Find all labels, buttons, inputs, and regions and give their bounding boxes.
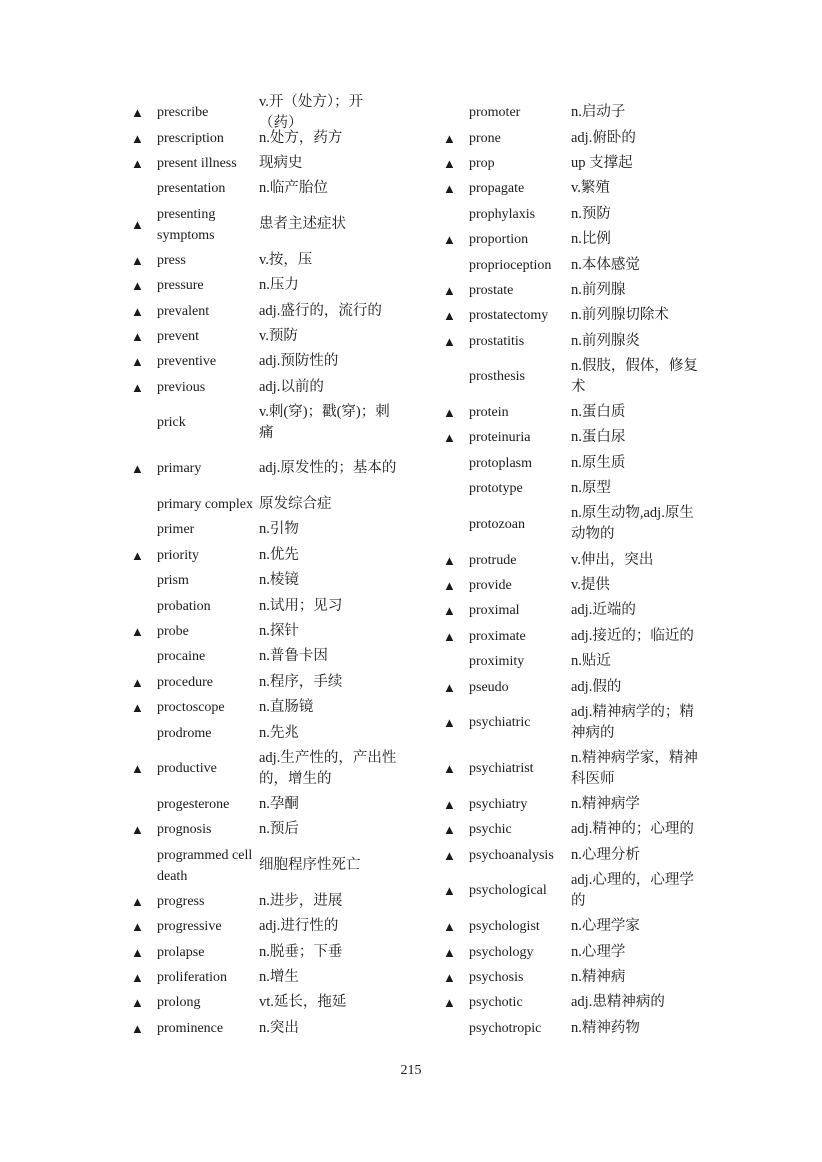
glossary-term: procedure <box>157 674 213 690</box>
triangle-marker-icon: ▲ <box>443 883 456 899</box>
glossary-entry <box>128 151 398 176</box>
glossary-term: prism <box>157 573 189 589</box>
triangle-marker-icon: ▲ <box>131 328 144 344</box>
glossary-term: procaine <box>157 649 206 665</box>
triangle-marker-icon: ▲ <box>131 700 144 716</box>
glossary-entry <box>128 914 398 939</box>
glossary-term: provide <box>469 578 512 594</box>
triangle-marker-icon: ▲ <box>443 308 456 324</box>
glossary-term: prosthesis <box>469 369 525 385</box>
glossary-definition: n.棱镜 <box>259 572 299 589</box>
glossary-term: prone <box>469 130 501 146</box>
glossary-term: preventive <box>157 354 217 370</box>
glossary-term: protoplasm <box>469 455 532 471</box>
glossary-term: previous <box>157 379 206 395</box>
glossary-entry <box>440 176 710 201</box>
glossary-entry <box>128 273 398 298</box>
glossary-term: psychoanalysis <box>469 847 554 863</box>
glossary-definition: n.引物 <box>259 521 299 538</box>
glossary-term: prevalent <box>157 303 210 319</box>
glossary-definition: n.直肠镜 <box>259 699 314 716</box>
glossary-definition: adj.精神的；心理的 <box>571 821 694 838</box>
glossary-term: psychosis <box>469 969 524 985</box>
glossary-definition: n.处方，药方 <box>259 129 343 146</box>
glossary-definition: n.预后 <box>259 821 299 838</box>
triangle-marker-icon: ▲ <box>443 761 456 777</box>
glossary-definition: n.普鲁卡因 <box>259 648 328 665</box>
glossary-term: proctoscope <box>157 700 225 716</box>
glossary-definition: n.贴近 <box>571 653 611 670</box>
glossary-entry <box>440 939 710 964</box>
triangle-marker-icon: ▲ <box>443 232 456 248</box>
triangle-marker-icon: ▲ <box>443 919 456 935</box>
triangle-marker-icon: ▲ <box>443 847 456 863</box>
triangle-marker-icon: ▲ <box>443 430 456 446</box>
glossary-definition: adj.近端的 <box>571 602 636 619</box>
glossary-term: psychological <box>469 883 547 899</box>
glossary-entry <box>440 1016 710 1041</box>
triangle-marker-icon: ▲ <box>131 919 144 935</box>
glossary-definition: n.前列腺炎 <box>571 332 640 349</box>
triangle-marker-icon: ▲ <box>443 715 456 731</box>
glossary-entry <box>128 492 398 517</box>
glossary-definition: n.试用；见习 <box>259 597 343 614</box>
glossary-term: protein <box>469 405 509 421</box>
glossary-definition: 患者主述症状 <box>259 216 346 233</box>
triangle-marker-icon: ▲ <box>131 547 144 563</box>
triangle-marker-icon: ▲ <box>131 105 144 121</box>
glossary-entry <box>128 349 398 374</box>
glossary-definition: n.程序，手续 <box>259 673 343 690</box>
triangle-marker-icon: ▲ <box>131 303 144 319</box>
triangle-marker-icon: ▲ <box>443 155 456 171</box>
glossary-term: prostatitis <box>469 333 525 349</box>
glossary-entry <box>128 324 398 349</box>
triangle-marker-icon: ▲ <box>131 995 144 1011</box>
glossary-term: presentation <box>157 181 226 197</box>
glossary-term: pseudo <box>469 679 509 695</box>
glossary-entry <box>128 644 398 669</box>
glossary-term: proportion <box>469 232 529 248</box>
triangle-marker-icon: ▲ <box>443 944 456 960</box>
glossary-entry <box>128 746 398 792</box>
triangle-marker-icon: ▲ <box>443 578 456 594</box>
triangle-marker-icon: ▲ <box>443 552 456 568</box>
glossary-entry <box>440 573 710 598</box>
glossary-entry <box>440 451 710 476</box>
glossary-definition: n.脱垂；下垂 <box>259 943 343 960</box>
glossary-term: proximate <box>469 628 526 644</box>
glossary-definition: up 支撑起 <box>571 154 633 171</box>
glossary-term: progress <box>157 893 205 909</box>
glossary-entry <box>440 598 710 623</box>
glossary-definition: n.压力 <box>259 277 299 294</box>
glossary-right-column <box>440 100 710 1041</box>
glossary-term: primary complex <box>157 497 254 513</box>
glossary-term: prescribe <box>157 105 209 121</box>
glossary-term: productive <box>157 761 217 777</box>
glossary-definition: n.假肢，假体，修复术 <box>571 357 698 395</box>
glossary-term: progressive <box>157 919 222 935</box>
triangle-marker-icon: ▲ <box>443 628 456 644</box>
glossary-entry <box>440 868 710 914</box>
glossary-entry <box>128 446 398 492</box>
triangle-marker-icon: ▲ <box>131 822 144 838</box>
glossary-definition: v.按，压 <box>259 251 313 268</box>
glossary-entry <box>440 202 710 227</box>
glossary-definition: n.前列腺切除术 <box>571 307 669 324</box>
glossary-entry <box>440 817 710 842</box>
glossary-definition: 细胞程序性死亡 <box>259 857 361 874</box>
glossary-term: prototype <box>469 481 523 497</box>
glossary-definition: n.本体感觉 <box>571 256 640 273</box>
glossary-definition: n.孕酮 <box>259 796 299 812</box>
glossary-definition: v.开（处方）；开（药） <box>259 93 364 131</box>
glossary-entry <box>128 375 398 400</box>
glossary-entry <box>128 568 398 593</box>
glossary-term: pressure <box>157 278 204 294</box>
glossary-entry <box>440 843 710 868</box>
glossary-term: prodrome <box>157 725 212 741</box>
page-number: 215 <box>400 1063 422 1078</box>
glossary-entry <box>128 543 398 568</box>
glossary-term: programmed cell death <box>157 847 253 884</box>
triangle-marker-icon: ▲ <box>443 969 456 985</box>
triangle-marker-icon: ▲ <box>131 761 144 777</box>
glossary-left-column <box>128 93 398 1041</box>
glossary-definition: n.先兆 <box>259 724 299 741</box>
triangle-marker-icon: ▲ <box>443 679 456 695</box>
glossary-definition: n.精神药物 <box>571 1019 640 1036</box>
glossary-entry <box>440 649 710 674</box>
glossary-definition: n.优先 <box>259 546 299 563</box>
glossary-entry <box>128 517 398 542</box>
glossary-term: proximity <box>469 654 525 670</box>
glossary-definition: n.原型 <box>571 480 611 497</box>
glossary-definition: adj.俯卧的 <box>571 129 636 146</box>
glossary-definition: adj.盛行的，流行的 <box>259 302 382 319</box>
glossary-term: psychiatry <box>469 797 528 812</box>
glossary-term: prognosis <box>157 822 212 838</box>
glossary-entry <box>128 619 398 644</box>
glossary-definition: n.预防 <box>571 205 611 222</box>
glossary-term: progesterone <box>157 797 230 812</box>
glossary-term: present illness <box>157 155 237 171</box>
glossary-entry <box>128 298 398 323</box>
triangle-marker-icon: ▲ <box>443 797 456 812</box>
glossary-definition: adj.进行性的 <box>259 918 339 935</box>
glossary-term: prescription <box>157 130 224 146</box>
glossary-definition: n.临产胎位 <box>259 180 328 197</box>
glossary-entry <box>440 990 710 1015</box>
glossary-term: prolapse <box>157 944 205 960</box>
triangle-marker-icon: ▲ <box>443 405 456 421</box>
glossary-term: prominence <box>157 1020 224 1036</box>
glossary-entry <box>440 746 710 792</box>
triangle-marker-icon: ▲ <box>131 624 144 640</box>
glossary-term: psychotic <box>469 995 523 1011</box>
glossary-term: prop <box>469 155 495 171</box>
glossary-term: psychologist <box>469 919 540 935</box>
glossary-term: propagate <box>469 181 525 197</box>
glossary-entry <box>128 670 398 695</box>
glossary-entry <box>128 400 398 446</box>
glossary-term: proteinuria <box>469 430 531 446</box>
glossary-definition: adj.接近的；临近的 <box>571 627 694 644</box>
glossary-entry <box>128 248 398 273</box>
glossary-entry <box>128 792 398 817</box>
glossary-definition: adj.患精神病的 <box>571 994 665 1011</box>
glossary-entry <box>440 278 710 303</box>
glossary-entry <box>128 176 398 201</box>
glossary-definition: n.蛋白尿 <box>571 429 626 446</box>
glossary-entry <box>440 400 710 425</box>
glossary-definition: v.伸出，突出 <box>571 551 654 568</box>
glossary-term: protozoan <box>469 516 525 532</box>
glossary-definition: n.精神病学家，精神科医师 <box>571 749 698 787</box>
glossary-entry <box>128 1016 398 1041</box>
glossary-definition: n.原生动物,adj.原生动物的 <box>571 505 694 543</box>
glossary-term: psychic <box>469 822 512 838</box>
glossary-entry <box>440 674 710 699</box>
triangle-marker-icon: ▲ <box>131 278 144 294</box>
glossary-entry <box>440 125 710 150</box>
glossary-term: probe <box>157 624 189 640</box>
glossary-entry <box>440 914 710 939</box>
glossary-term: prophylaxis <box>469 206 536 222</box>
glossary-entry <box>128 889 398 914</box>
glossary-definition: adj.原发性的；基本的 <box>259 460 397 477</box>
glossary-definition: v.繁殖 <box>571 180 610 197</box>
glossary-definition: n.探针 <box>259 623 299 640</box>
glossary-definition: adj.假的 <box>571 678 622 695</box>
triangle-marker-icon: ▲ <box>131 354 144 370</box>
glossary-definition: n.心理学 <box>571 943 626 960</box>
glossary-term: proximal <box>469 603 520 619</box>
glossary-term: prostatectomy <box>469 308 549 324</box>
triangle-marker-icon: ▲ <box>131 461 144 477</box>
glossary-entry <box>128 93 398 131</box>
glossary-definition: n.原生质 <box>571 454 626 471</box>
glossary-definition: v.提供 <box>571 577 610 594</box>
glossary-term: primer <box>157 522 195 538</box>
glossary-entry <box>128 593 398 618</box>
glossary-term: promoter <box>469 105 521 121</box>
glossary-definition: adj.心理的，心理学的 <box>571 871 694 909</box>
glossary-definition: vt.延长，拖延 <box>259 994 347 1011</box>
glossary-entry <box>440 965 710 990</box>
triangle-marker-icon: ▲ <box>131 674 144 690</box>
glossary-definition: adj.以前的 <box>259 378 324 395</box>
glossary-definition: n.精神病 <box>571 968 626 985</box>
glossary-definition: adj.精神病学的；精神病的 <box>571 703 694 741</box>
glossary-entry <box>440 227 710 252</box>
glossary-entry <box>440 700 710 746</box>
glossary-entry <box>128 202 398 248</box>
glossary-term: primary <box>157 461 202 477</box>
triangle-marker-icon: ▲ <box>443 333 456 349</box>
glossary-definition: n.蛋白质 <box>571 404 626 421</box>
triangle-marker-icon: ▲ <box>131 217 144 233</box>
glossary-term: prevent <box>157 328 199 344</box>
glossary-entry <box>128 965 398 990</box>
glossary-entry <box>440 303 710 328</box>
glossary-entry <box>440 624 710 649</box>
glossary-term: psychiatric <box>469 715 531 731</box>
glossary-definition: n.心理学家 <box>571 918 640 935</box>
glossary-term: prostate <box>469 282 514 298</box>
triangle-marker-icon: ▲ <box>443 822 456 838</box>
glossary-definition: n.增生 <box>259 968 299 985</box>
triangle-marker-icon: ▲ <box>131 155 144 171</box>
glossary-definition: v.刺(穿)；戳(穿)；刺痛 <box>259 403 390 441</box>
triangle-marker-icon: ▲ <box>131 130 144 146</box>
triangle-marker-icon: ▲ <box>131 969 144 985</box>
triangle-marker-icon: ▲ <box>131 252 144 268</box>
triangle-marker-icon: ▲ <box>443 603 456 619</box>
glossary-definition: v.预防 <box>259 327 298 344</box>
triangle-marker-icon: ▲ <box>443 995 456 1011</box>
triangle-marker-icon: ▲ <box>443 130 456 146</box>
glossary-term: priority <box>157 547 199 563</box>
triangle-marker-icon: ▲ <box>131 944 144 960</box>
glossary-entry <box>440 252 710 277</box>
glossary-entry <box>440 476 710 501</box>
glossary-term: presenting symptoms <box>157 206 216 243</box>
glossary-entry <box>128 720 398 745</box>
glossary-term: protrude <box>469 552 517 568</box>
glossary-entry <box>128 125 398 150</box>
glossary-definition: n.突出 <box>259 1019 299 1036</box>
triangle-marker-icon: ▲ <box>131 893 144 909</box>
glossary-definition: adj.预防性的 <box>259 353 339 370</box>
triangle-marker-icon: ▲ <box>443 181 456 197</box>
glossary-term: proliferation <box>157 969 227 985</box>
glossary-definition: n.进步，进展 <box>259 892 343 909</box>
glossary-entry <box>440 329 710 354</box>
glossary-definition: n.比例 <box>571 231 611 248</box>
glossary-entry <box>128 843 398 889</box>
glossary-definition: n.启动子 <box>571 104 626 121</box>
glossary-definition: n.精神病学 <box>571 796 640 812</box>
glossary-entry <box>440 547 710 572</box>
glossary-definition: 原发综合症 <box>259 496 332 513</box>
glossary-entry <box>440 501 710 547</box>
triangle-marker-icon: ▲ <box>131 1020 144 1036</box>
triangle-marker-icon: ▲ <box>443 282 456 298</box>
glossary-entry <box>440 100 710 125</box>
glossary-entry <box>440 425 710 450</box>
glossary-term: prolong <box>157 995 201 1011</box>
glossary-entry <box>128 990 398 1015</box>
glossary-term: probation <box>157 598 211 614</box>
glossary-entry <box>128 939 398 964</box>
glossary-entry <box>440 792 710 817</box>
glossary-term: press <box>157 252 186 268</box>
glossary-term: psychotropic <box>469 1020 542 1036</box>
glossary-entry <box>440 354 710 400</box>
glossary-term: psychiatrist <box>469 761 534 777</box>
glossary-term: psychology <box>469 944 534 960</box>
glossary-entry <box>128 817 398 842</box>
glossary-definition: adj.生产性的，产出性的，增生的 <box>259 749 397 787</box>
glossary-term: prick <box>157 415 186 431</box>
glossary-definition: n.心理分析 <box>571 846 640 863</box>
glossary-definition: n.前列腺 <box>571 281 626 298</box>
glossary-entry <box>128 695 398 720</box>
glossary-entry <box>440 151 710 176</box>
glossary-term: proprioception <box>469 257 552 273</box>
triangle-marker-icon: ▲ <box>131 379 144 395</box>
glossary-definition: 现病史 <box>259 154 303 171</box>
